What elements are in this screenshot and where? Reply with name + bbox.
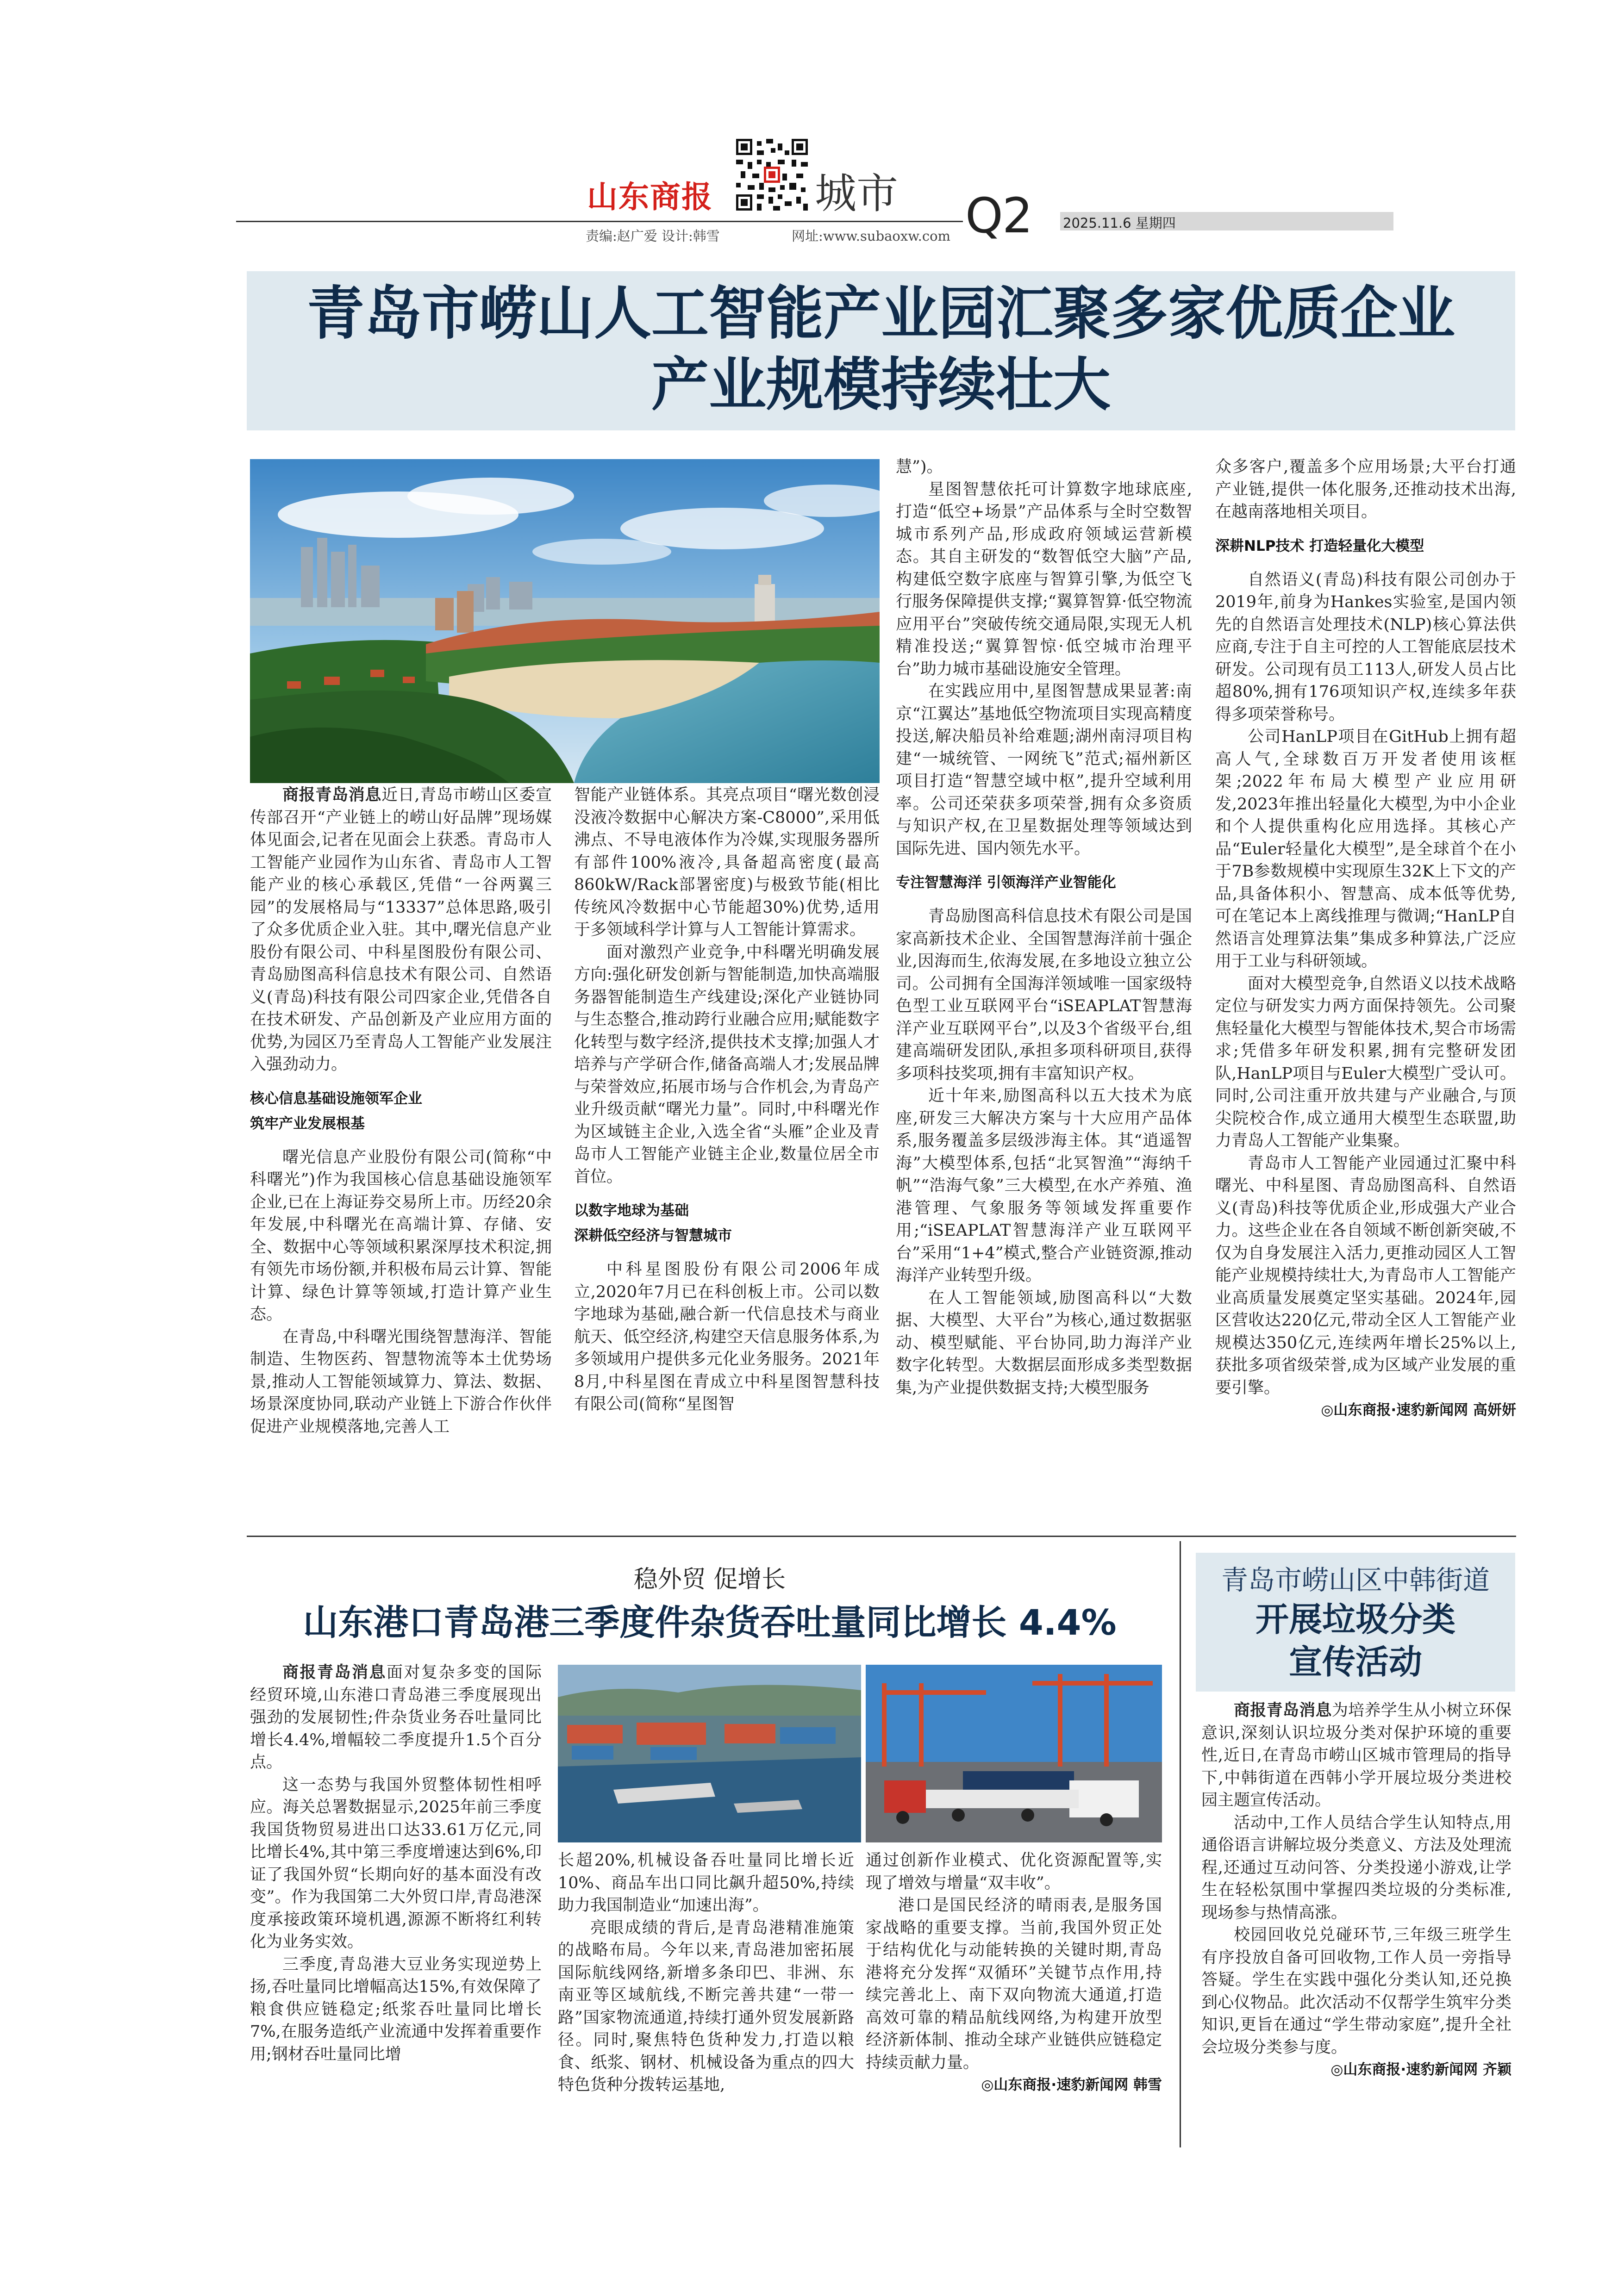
paragraph: 自然语义(青岛)科技有限公司创办于2019年,前身为Hankes实验室,是国内领先的自然语言处理技术(NLP)核心算法供应商,专注于自主可控的人工智能底层技术研发。公司现有员工113人,研发人员占比超80%,拥有176项知识产权,连续多年获得多项荣誉称号。 [1215,570,1516,724]
subheading: 深耕NLP技术 打造轻量化大模型 [1215,537,1424,554]
paragraph: 在实践应用中,星图智慧成果显著:南京“江翼达”基地低空物流项目实现高精度投送,解决船员补给难题;湖州南浔项目构建“一城统管、一网统飞”范式;福州新区项目打造“智慧空域中枢”,提升空域利用率。公司还荣获多项荣誉,拥有众多资质与知识产权,在卫星数据处理等领域达到国际先进、国内领先水平。 [896,682,1192,858]
headline-line1: 青岛市崂山人工智能产业园汇聚多家优质企业 [306,280,1455,347]
paragraph: 亮眼成绩的背后,是青岛港精准施策的战略布局。今年以来,青岛港加密拓展国际航线网络,新增多条印巴、非洲、东南亚等区域航线,不断完善共建“一带一路”国家物流通道,持续打通外贸发展新路径。同时,聚焦特色货种发力,打造以粮食、纸浆、钢材、机械设备为重点的四大特色货种分拨转运基地, [558,1918,854,2094]
sidebar-title-2: 开展垃圾分类 [1255,1600,1455,1639]
sidebar-headline-box [1196,1553,1515,1692]
dateline: 商报青岛消息 [1234,1701,1332,1720]
paragraph: 中科星图股份有限公司2006年成立,2020年7月已在科创板上市。公司以数字地球为基础,融合新一代信息技术与商业航天、低空经济,构建空天信息服务体系,为多领域用户提供多元化业务服务。2021年8月,中科星图在青成立中科星图智慧科技有限公司(简称“星图智 [574,1260,880,1413]
paragraph: 在人工智能领域,励图高科以“大数据、大模型、大平台”为核心,通过数据驱动、模型赋能、平台协同,助力海洋产业数字化转型。大数据层面形成多类型数据集,为产业提供数据支持;大模型服务 [896,1288,1192,1397]
paragraph: 青岛市人工智能产业园通过汇聚中科曙光、中科星图、青岛励图高科、自然语义(青岛)科技等优质企业,形成强大产业合力。这些企业在各自领域不断创新突破,不仅为自身发展注入活力,更推动园区人工智能产业规模持续壮大,为青岛市人工智能产业高质量发展奠定坚实基础。2024年,园区营收达220亿元,带动全区人工智能产业规模达350亿元,连续两年增长25%以上,获批多项省级荣誉,成为区域产业发展的重要引擎。 [1215,1154,1516,1397]
masthead-rule [236,221,963,222]
byline: ◎山东商报·速豹新闻网 高妍妍 [1321,1402,1516,1419]
paragraph: 面对大模型竞争,自然语义以技术战略定位与研发实力两方面保持领先。公司聚焦轻量化大模型与智能体技术,契合市场需求;凭借多年研发积累,拥有完整研发团队,HanLP项目与Euler大模型广受认可。同时,公司注重开放共建与产业融合,与顶尖院校合作,成立通用大模型生态联盟,助力青岛人工智能产业集聚。 [1215,974,1516,1150]
masthead-section: 城市 [815,169,898,218]
subheading: 筑牢产业发展根基 [250,1115,365,1132]
headline-line2: 产业规模持续壮大 [651,352,1111,418]
paragraph: 智能产业链体系。其亮点项目“曙光数创浸没液冷数据中心解决方案-C8000”,采用低沸点、不导电液体作为冷媒,实现服务器所有部件100%液冷,具备超高密度(最高860kW/Rack部署密度)与极致节能(相比传统风冷数据中心节能超30%)优势,适用于多领域科学计算与人工智能计算需求。 [574,786,880,939]
paragraph: 星图智慧依托可计算数字地球底座,打造“低空+场景”产品体系与全时空数智城市系列产品,形成政府领域运营新模态。其自主研发的“数智低空大脑”产品,构建低空数字底座与智算引擎,为低空飞行服务保障提供支撑;“翼算智算·低空物流应用平台”突破传统交通局限,实现无人机精准投送;“翼算智惊·低空城市治理平台”助力城市基础设施安全管理。 [896,480,1192,678]
main-column-1 [250,784,552,1529]
byline: ◎山东商报·速豹新闻网 韩雪 [981,2077,1162,2093]
main-column-4 [1215,456,1516,1530]
masthead-credits: 责编:赵广爱 设计:韩雪 [586,228,720,244]
paragraph: 众多客户,覆盖多个应用场景;大平台打通产业链,提供一体化服务,还推动技术出海,在越南落地相关项目。 [1215,458,1516,521]
paragraph: 活动中,工作人员结合学生认知特点,用通俗语言讲解垃圾分类意义、方法及处理流程,还通过互动问答、分类投递小游戏,让学生在轻松氛围中掌握四类垃圾的分类标准,现场参与热情高涨。 [1201,1813,1512,1922]
paragraph: 曙光信息产业股份有限公司(简称“中科曙光”)作为我国核心信息基础设施领军企业,已在上海证券交易所上市。历经20余年发展,中科曙光在高端计算、存储、安全、数据中心等领域积累深厚技术积淀,拥有领先市场份额,并积极布局云计算、智能计算、绿色计算等领域,打造计算产业生态。 [250,1148,552,1324]
paragraph: 为培养学生从小树立环保意识,深刻认识垃圾分类对保护环境的重要性,近日,在青岛市崂山区城市管理局的指导下,中韩街道在西韩小学开展垃圾分类进校园主题宣传活动。 [1201,1701,1512,1810]
sidebar-title-1: 青岛市崂山区中韩街道 [1221,1564,1490,1596]
masthead-date: 2025.11.6 星期四 [1063,215,1176,231]
main-column-3 [896,456,1192,1530]
paragraph: 面对复杂多变的国际经贸环境,山东港口青岛港三季度展现出强劲的发展韧性;件杂货业务吞吐量同比增长4.4%,增幅较二季度提升1.5个百分点。 [250,1663,542,1772]
port-column-1 [250,1661,542,2145]
subheading: 深耕低空经济与智慧城市 [574,1227,732,1244]
paragraph: 公司HanLP项目在GitHub上拥有超高人气,全球数百万开发者使用该框架;2022年布局大模型产业应用研发,2023年推出轻量化大模型,为中小企业和个人提供重构化应用选择。其核心产品“Euler轻量化大模型”,是全球首个在小于7B参数规模中实现原生32K上下文的产品,具备体积小、智慧高、成本低等优势,可在笔记本上离线推理与微调;“HanLP自然语言处理算法集”集成多种算法,广泛应用于工业与科研领域。 [1215,728,1516,971]
byline: ◎山东商报·速豹新闻网 齐颖 [1330,2061,1512,2078]
page-number: Q2 [965,187,1032,244]
subheading: 专注智慧海洋 引领海洋产业智能化 [896,874,1116,891]
paragraph: 在青岛,中科曙光围绕智慧海洋、智能制造、生物医药、智慧物流等本土优势场景,推动人工智能领域算力、算法、数据、场景深度协同,联动产业链上下游合作伙伴促进产业规模落地,完善人工 [250,1327,552,1436]
subheading: 以数字地球为基础 [574,1202,689,1219]
paragraph: 青岛励图高科信息技术有限公司是国家高新技术企业、全国智慧海洋前十强企业,因海而生,依海发展,在多地设立独立公司。公司拥有全国海洋领域唯一国家级特色型工业互联网平台“iSEAPLAT智慧海洋产业互联网平台”,以及3个省级平台,组建高端研发团队,承担多项科研项目,获得多项科技奖项,拥有丰富知识产权。 [896,907,1192,1083]
main-column-2 [574,784,880,1529]
qr-code-icon [736,139,808,211]
port-column-2 [558,1849,854,2146]
headline-box [247,271,1515,430]
column-divider [1180,1541,1181,2147]
subheading: 核心信息基础设施领军企业 [250,1090,422,1107]
paragraph: 这一态势与我国外贸整体韧性相呼应。海关总署数据显示,2025年前三季度我国货物贸易进出口达33.61万亿元,同比增长4%,其中第三季度增速达到6%,印证了我国外贸“长期向好的基本面没有改变”。作为我国第二大外贸口岸,青岛港深度承接政策环境机遇,源源不断将红利转化为业务实效。 [250,1775,542,1951]
coastline-photo [250,459,880,783]
paragraph: 面对激烈产业竞争,中科曙光明确发展方向:强化研发创新与智能制造,加快高端服务器智能制造生产线建设;深化产业链协同与生态整合,推动跨行业融合应用;赋能数字化转型与数字经济,提供技术支撑;加强人才培养与产学研合作,储备高端人才;发展品牌与荣誉效应,拓展市场与合作机会,为青岛产业升级贡献“曙光力量”。同时,中科曙光作为区域链主企业,入选全省“头雁”企业及青岛市人工智能产业链主企业,数量位居全市首位。 [574,943,880,1186]
port-aerial-photo [558,1665,861,1842]
paragraph: 通过创新作业模式、优化资源配置等,实现了增效与增量“双丰收”。 [866,1851,1162,1892]
paragraph: 近十年来,励图高科以五大技术为底座,研发三大解决方案与十大应用产品体系,服务覆盖多层级涉海主体。其“逍遥智海”大模型体系,包括“北冥智渔”“海纳千帆”“浩海气象”三大模型,在水产养殖、渔港管理、气象服务等领域发挥重要作用;“iSEAPLAT智慧海洋产业互联网平台”采用“1+4”模式,整合产业链资源,推动海洋产业转型升级。 [896,1087,1192,1285]
paragraph: 港口是国民经济的晴雨表,是服务国家战略的重要支撑。当前,我国外贸正处于结构优化与动能转换的关键时期,青岛港将充分发挥“双循环”关键节点作用,持续完善北上、南下双向物流大通道,打造高效可靠的精品航线网络,为构建开放型经济新体制、推动全球产业链供应链稳定持续贡献力量。 [866,1896,1162,2072]
paragraph: 近日,青岛市崂山区委宣传部召开“产业链上的崂山好品牌”现场媒体见面会,记者在见面会上获悉。青岛市人工智能产业园作为山东省、青岛市人工智能产业的核心承载区,凭借“一谷两翼三园”的发展格局与“13337”总体思路,吸引了众多优质企业入驻。其中,曙光信息产业股份有限公司、中科星图股份有限公司、青岛励图高科信息技术有限公司、自然语义(青岛)科技有限公司四家企业,凭借各自在技术研发、产品创新及产业应用方面的优势,为园区乃至青岛人工智能产业发展注入强劲动力。 [250,786,552,1074]
masthead-website: 网址:www.subaoxw.com [792,228,951,244]
section-divider [247,1536,1516,1537]
port-headline: 山东港口青岛港三季度件杂货吞吐量同比增长 4.4% [303,1602,1117,1643]
sidebar-column [1201,1699,1512,2146]
port-column-3 [866,1849,1162,2146]
dateline: 商报青岛消息 [282,1663,387,1682]
paragraph: 校园回收兑兑碰环节,三年级三班学生有序投放自备可回收物,工作人员一旁指导答疑。学生在实践中强化分类认知,还兑换到心仪物品。此次活动不仅帮学生筑牢分类知识,更旨在通过“学生带动家庭”,提升全社会垃圾分类参与度。 [1201,1926,1512,2057]
paragraph: 长超20%,机械设备吞吐量同比增长近10%、商品车出口同比飙升超50%,持续助力我国制造业“加速出海”。 [558,1851,854,1915]
masthead-brand: 山东商报 [587,179,713,215]
sidebar-title-3: 宣传活动 [1288,1643,1422,1681]
paragraph: 慧”)。 [896,458,943,476]
dateline: 商报青岛消息 [282,786,382,804]
paragraph: 三季度,青岛港大豆业务实现逆势上扬,吞吐量同比增幅高达15%,有效保障了粮食供应链稳定;纸浆吞吐量同比增长7%,在服务造纸产业流通中发挥着重要作用;钢材吞吐量同比增 [250,1955,542,2064]
port-kicker: 稳外贸 促增长 [633,1566,786,1593]
cargo-terminal-photo [866,1665,1162,1842]
